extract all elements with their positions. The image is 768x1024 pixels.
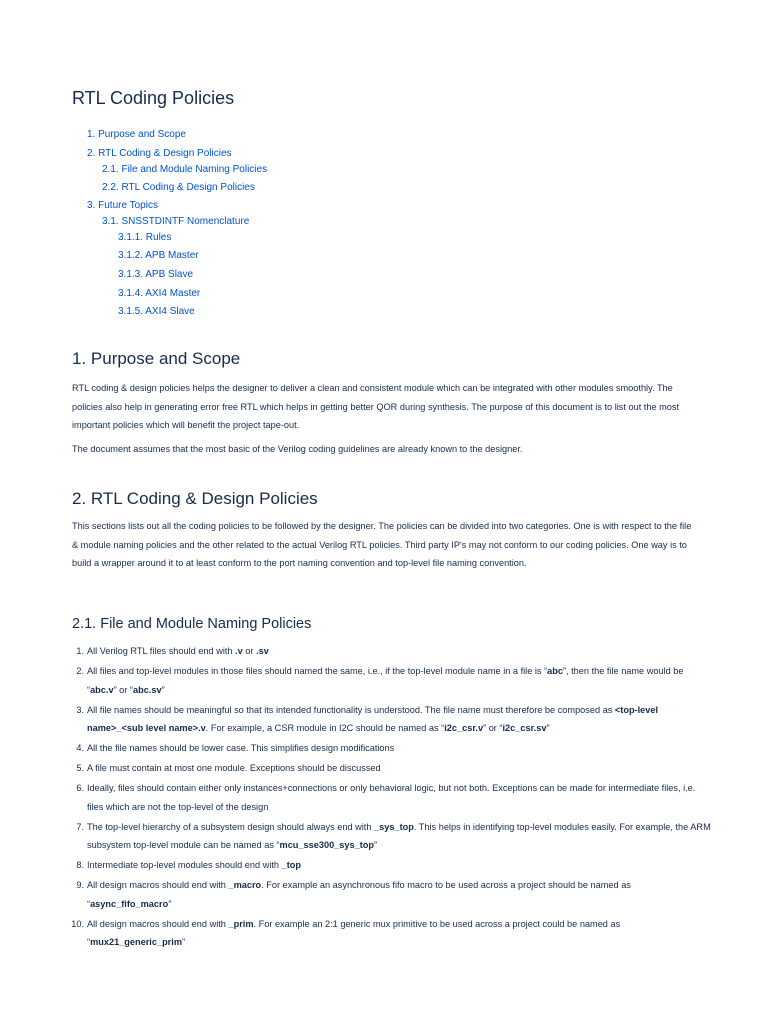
naming-policies-list: [72, 642, 711, 953]
list-item: 4. All the file names should be lower case. This simplifies design modifications: [76, 743, 395, 753]
list-item: 6. Ideally, files should contain either only instances+connections or only behavioral logic, but not both. Exceptions can be made for intermediate files, i.e. files which are not the top-level of the design: [76, 783, 696, 812]
toc-link-rtl-coding-design-policies[interactable]: 2.2. RTL Coding & Design Policies: [102, 182, 255, 193]
list-item: 1. All Verilog RTL files should end with .v or .sv: [76, 646, 269, 656]
section-heading-file-module-naming: 2.1. File and Module Naming Policies: [72, 616, 312, 632]
list-item: 3. All file names should be meaningful so that its intended functionality is understood. The file name must therefore be composed as <top-level name>_<sub level name>.v. For example, a CSR module in I2C should be named as “i2c_csr.v” or “i2c_csr.sv”: [76, 704, 659, 733]
list-item: 9. All design macros should end with _macro. For example an asynchronous fifo macro to be used across a project should be named as “async_fifo_macro”: [76, 880, 631, 909]
toc-link-snsstdintf[interactable]: 3.1. SNSSTDINTF Nomenclature: [102, 216, 250, 227]
section-heading-rtl-coding-design: 2. RTL Coding & Design Policies: [72, 489, 318, 508]
toc-link-axi4-slave[interactable]: 3.1.5. AXI4 Slave: [118, 306, 195, 317]
purpose-paragraph: RTL coding & design policies helps the designer to deliver a clean and consistent module which can be integrated with other modules smoothly. The policies also help in generating error free RTL which helps in getting better QOR during synthesis. The purpose of this document is to list out the most important policies which will benefit the project tape-out.: [72, 383, 680, 430]
toc-link-rtl-coding-design[interactable]: 2. RTL Coding & Design Policies: [87, 148, 232, 159]
section-heading-purpose-scope: 1. Purpose and Scope: [72, 349, 241, 368]
toc-link-apb-slave[interactable]: 3.1.3. APB Slave: [118, 269, 194, 280]
toc-link-axi4-master[interactable]: 3.1.4. AXI4 Master: [118, 288, 201, 299]
list-item: 8. Intermediate top-level modules should end with _top: [76, 860, 301, 870]
list-item: 2. All files and top-level modules in those files should named the same, i.e., if the top-level module name in a file is “abc”, then the file name would be “abc.v” or “abc.sv”: [76, 666, 684, 695]
toc-link-file-module-naming[interactable]: 2.1. File and Module Naming Policies: [102, 164, 268, 175]
toc-link-purpose-scope[interactable]: 1. Purpose and Scope: [87, 129, 186, 140]
toc-link-apb-master[interactable]: 3.1.2. APB Master: [118, 250, 199, 261]
list-item: 10. All design macros should end with _prim. For example an 2:1 generic mux primitive to be used across a project could be named as “mux21_generic_prim”: [71, 918, 621, 947]
assumption-paragraph: The document assumes that the most basic of the Verilog coding guidelines are already known to the designer.: [72, 444, 523, 454]
toc-link-rules[interactable]: 3.1.1. Rules: [118, 232, 172, 243]
toc-link-future-topics[interactable]: 3. Future Topics: [87, 200, 158, 211]
list-item: 5. A file must contain at most one module. Exceptions should be discussed: [76, 763, 381, 773]
list-item: 7. The top-level hierarchy of a subsystem design should always end with _sys_top. This helps in identifying top-level modules easily. For example, the ARM subsystem top-level module can be named as “mcu_sse300_sys_top”: [76, 821, 711, 850]
rtl-policies-paragraph: This sections lists out all the coding policies to be followed by the designer. The policies can be divided into two categories. One is with respect to the file & module naming policies and the other related to the actual Verilog RTL policies. Third party IP's may not conform to our coding policies. One way is to build a wrapper around it to at least conform to the port naming convention and top-level file naming convention.: [72, 521, 692, 568]
page-title: RTL Coding Policies: [72, 88, 235, 108]
